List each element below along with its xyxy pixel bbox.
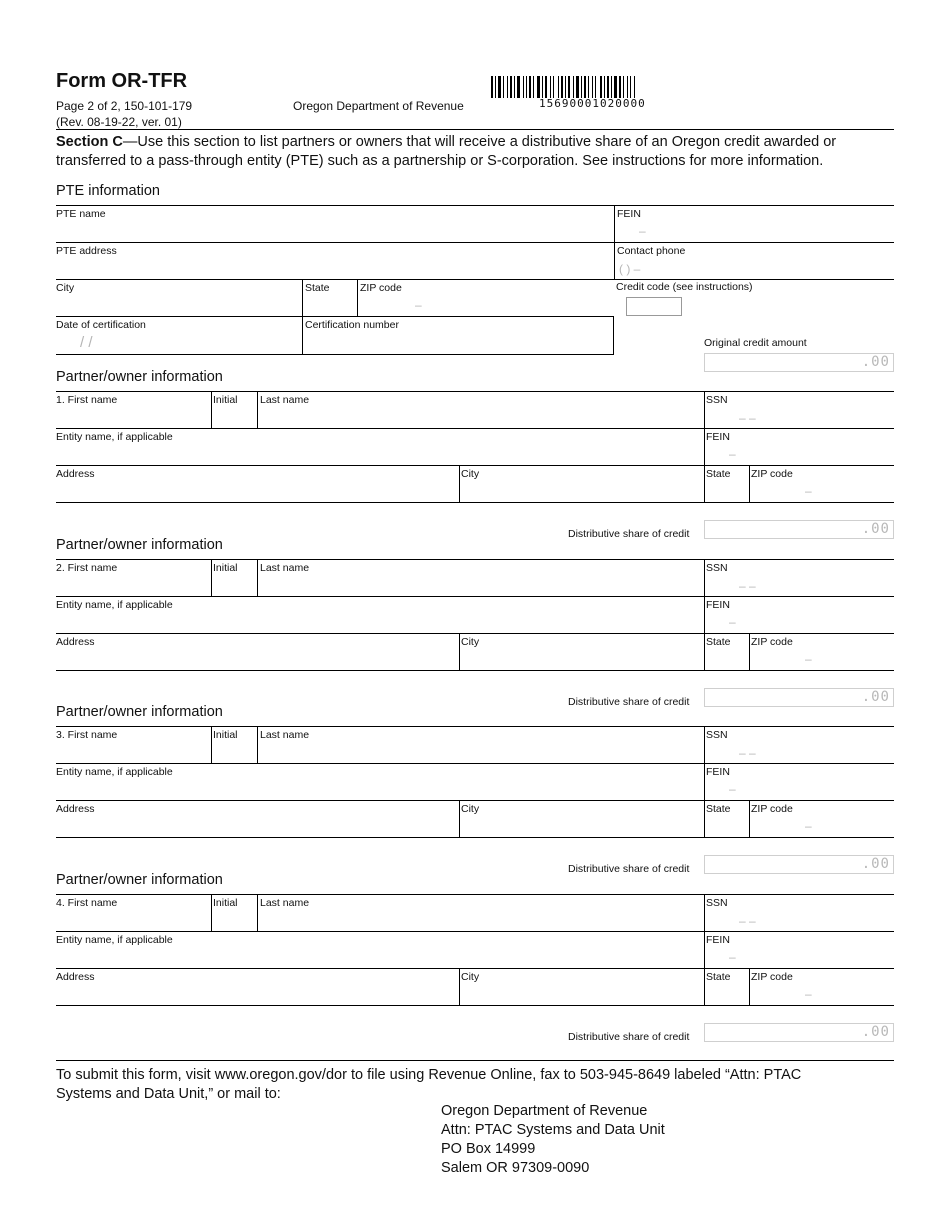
original-amount-input[interactable]: [704, 353, 894, 372]
distributive-share-input[interactable]: [704, 855, 894, 874]
barcode-bar: [595, 76, 596, 98]
form-title: Form OR-TFR: [56, 70, 188, 92]
partner-grid-bottom: [56, 1005, 894, 1006]
state-field-label: State: [706, 803, 731, 815]
barcode-bar: [623, 76, 624, 98]
distributive-share-cents: .00: [861, 521, 890, 537]
barcode-bar: [517, 76, 520, 98]
fein-field[interactable]: [704, 931, 894, 968]
pte-state-label: State: [305, 282, 330, 294]
state-field[interactable]: [704, 465, 749, 502]
state-field[interactable]: [704, 633, 749, 670]
entity-name-field[interactable]: [56, 931, 704, 968]
barcode-bar: [565, 76, 566, 98]
pte-state-field[interactable]: [302, 279, 358, 316]
last-name-field[interactable]: [257, 726, 704, 763]
city-field[interactable]: [459, 968, 704, 1005]
fein-dash: –: [729, 447, 736, 461]
address-field-label: Address: [56, 803, 95, 815]
state-field[interactable]: [704, 968, 749, 1005]
barcode-bar: [491, 76, 493, 98]
department-name: Oregon Department of Revenue: [293, 99, 464, 113]
barcode-bar: [619, 76, 621, 98]
pte-zip-label: ZIP code: [360, 282, 402, 294]
city-field[interactable]: [459, 465, 704, 502]
last-name-field[interactable]: [257, 894, 704, 931]
barcode-bar: [510, 76, 512, 98]
first-name-field[interactable]: [56, 894, 211, 931]
state-field-label: State: [706, 636, 731, 648]
barcode-bar: [503, 76, 504, 98]
barcode-bar: [614, 76, 617, 98]
pte-cert-number-label: Certification number: [305, 319, 399, 331]
barcode-bar: [507, 76, 508, 98]
zip-field-label: ZIP code: [751, 971, 793, 983]
distributive-share-cents: .00: [861, 1024, 890, 1040]
partner-grid-bottom: [56, 670, 894, 671]
barcode-bar: [634, 76, 635, 98]
state-field-label: State: [706, 971, 731, 983]
barcode-bar: [545, 76, 547, 98]
first-name-field-label: 4. First name: [56, 897, 118, 909]
city-field-label: City: [461, 636, 480, 648]
zip-field[interactable]: [749, 633, 894, 670]
barcode-bar: [627, 76, 628, 98]
initial-field[interactable]: [211, 559, 258, 596]
distributive-share-label: Distributive share of credit: [568, 863, 690, 875]
pte-address-label: PTE address: [56, 245, 117, 257]
pte-heading: PTE information: [56, 183, 160, 199]
entity-name-field-label: Entity name, if applicable: [56, 766, 173, 778]
zip-field-label: ZIP code: [751, 636, 793, 648]
entity-name-field[interactable]: [56, 596, 704, 633]
barcode-bar: [550, 76, 551, 98]
ssn-field-label: SSN: [706, 394, 728, 406]
zip-dash: –: [805, 484, 812, 498]
barcode: [491, 76, 703, 98]
date-placeholder: / /: [80, 334, 93, 351]
fein-field-label: FEIN: [706, 599, 730, 611]
last-name-field-label: Last name: [260, 729, 310, 741]
credit-code-input[interactable]: [626, 297, 682, 316]
zip-dash: –: [415, 298, 422, 312]
barcode-bar: [523, 76, 524, 98]
address-field[interactable]: [56, 633, 459, 670]
zip-field[interactable]: [749, 800, 894, 837]
address-line: Salem OR 97309-0090: [441, 1160, 590, 1176]
entity-name-field-label: Entity name, if applicable: [56, 599, 173, 611]
city-field-label: City: [461, 468, 480, 480]
city-field[interactable]: [459, 800, 704, 837]
pte-cert-number-field[interactable]: [302, 316, 614, 354]
address-field[interactable]: [56, 800, 459, 837]
credit-code-top-line: [614, 279, 894, 280]
initial-field[interactable]: [211, 894, 258, 931]
fein-field[interactable]: [704, 428, 894, 465]
partner-heading: Partner/owner information: [56, 704, 223, 720]
entity-name-field[interactable]: [56, 763, 704, 800]
address-line: Oregon Department of Revenue: [441, 1103, 648, 1119]
address-line: PO Box 14999: [441, 1141, 536, 1157]
barcode-bar: [576, 76, 579, 98]
partner-grid-bottom: [56, 837, 894, 838]
zip-dash: –: [805, 652, 812, 666]
pte-fein-label: FEIN: [617, 208, 641, 220]
initial-field-label: Initial: [213, 897, 238, 909]
pte-city-label: City: [56, 282, 75, 294]
entity-name-field-label: Entity name, if applicable: [56, 431, 173, 443]
pte-date-label: Date of certification: [56, 319, 146, 331]
last-name-field-label: Last name: [260, 897, 310, 909]
last-name-field[interactable]: [257, 559, 704, 596]
last-name-field-label: Last name: [260, 394, 310, 406]
ssn-field[interactable]: [704, 559, 894, 596]
pte-fein-field[interactable]: [614, 205, 894, 242]
pte-zip-field[interactable]: [357, 279, 614, 316]
distributive-share-label: Distributive share of credit: [568, 696, 690, 708]
ssn-field[interactable]: [704, 391, 894, 428]
ssn-placeholder: – –: [739, 579, 756, 593]
first-name-field[interactable]: [56, 726, 211, 763]
zip-dash: –: [805, 987, 812, 1001]
fein-field[interactable]: [704, 763, 894, 800]
section-c-intro: [56, 133, 901, 171]
initial-field[interactable]: [211, 391, 258, 428]
barcode-bar: [581, 76, 582, 98]
pte-address-field[interactable]: [56, 242, 614, 279]
barcode-bar: [561, 76, 563, 98]
address-field-label: Address: [56, 971, 95, 983]
ssn-field[interactable]: [704, 726, 894, 763]
initial-field-label: Initial: [213, 394, 238, 406]
barcode-number: 15690001020000: [539, 97, 646, 110]
address-field-label: Address: [56, 636, 95, 648]
fein-dash: –: [729, 950, 736, 964]
last-name-field[interactable]: [257, 391, 704, 428]
distributive-share-input[interactable]: [704, 688, 894, 707]
entity-name-field-label: Entity name, if applicable: [56, 934, 173, 946]
credit-code-label: Credit code (see instructions): [616, 281, 753, 293]
barcode-bar: [558, 76, 559, 98]
ssn-field-label: SSN: [706, 562, 728, 574]
barcode-bar: [568, 76, 570, 98]
city-field-label: City: [461, 803, 480, 815]
first-name-field-label: 3. First name: [56, 729, 118, 741]
pte-name-field[interactable]: [56, 205, 614, 242]
ssn-field[interactable]: [704, 894, 894, 931]
initial-field-label: Initial: [213, 562, 238, 574]
pte-phone-field[interactable]: [614, 242, 894, 279]
entity-name-field[interactable]: [56, 428, 704, 465]
barcode-bar: [529, 76, 531, 98]
address-field[interactable]: [56, 968, 459, 1005]
partner-heading: Partner/owner information: [56, 537, 223, 553]
barcode-bar: [584, 76, 586, 98]
barcode-bar: [526, 76, 527, 98]
barcode-bar: [533, 76, 534, 98]
barcode-bar: [498, 76, 501, 98]
first-name-field-label: 2. First name: [56, 562, 118, 574]
address-line: Attn: PTAC Systems and Data Unit: [441, 1122, 665, 1138]
initial-field-label: Initial: [213, 729, 238, 741]
pte-name-label: PTE name: [56, 208, 106, 220]
section-c-label: Section C: [56, 134, 123, 150]
barcode-bar: [514, 76, 515, 98]
barcode-bar: [630, 76, 631, 98]
partner-heading: Partner/owner information: [56, 369, 223, 385]
barcode-bar: [600, 76, 602, 98]
ssn-placeholder: – –: [739, 411, 756, 425]
barcode-bar: [604, 76, 605, 98]
state-field-label: State: [706, 468, 731, 480]
footer-divider: [56, 1060, 894, 1061]
address-field[interactable]: [56, 465, 459, 502]
first-name-field[interactable]: [56, 559, 211, 596]
last-name-field-label: Last name: [260, 562, 310, 574]
first-name-field[interactable]: [56, 391, 211, 428]
pte-phone-label: Contact phone: [617, 245, 686, 257]
city-field[interactable]: [459, 633, 704, 670]
city-field-label: City: [461, 971, 480, 983]
distributive-share-cents: .00: [861, 689, 890, 705]
fein-field-label: FEIN: [706, 431, 730, 443]
barcode-bar: [495, 76, 496, 98]
barcode-bar: [611, 76, 612, 98]
page-info: Page 2 of 2, 150-101-179: [56, 99, 193, 113]
fein-field-label: FEIN: [706, 766, 730, 778]
revision-info: (Rev. 08-19-22, ver. 01): [56, 115, 182, 129]
original-amount-label: Original credit amount: [704, 337, 807, 349]
section-c-text: —Use this section to list partners or owners that will receive a distributive share of an Oregon credit awarded or transferred to a pass-through entity (PTE) such as a partnership or S-corporation. See instructions for more information.: [56, 134, 837, 169]
barcode-bar: [542, 76, 543, 98]
address-field-label: Address: [56, 468, 95, 480]
submission-instructions: To submit this form, visit www.oregon.gov/dor to file using Revenue Online, fax to 503-945-8649 labeled “Attn: PTAC Systems and Data Unit,” or mail to:: [56, 1067, 802, 1102]
phone-placeholder: ( ) –: [619, 262, 641, 276]
distributive-share-input[interactable]: [704, 520, 894, 539]
fein-field[interactable]: [704, 596, 894, 633]
fein-dash: –: [729, 782, 736, 796]
distributive-share-input[interactable]: [704, 1023, 894, 1042]
zip-field[interactable]: [749, 465, 894, 502]
partner-grid-bottom: [56, 502, 894, 503]
original-amount-cents: .00: [861, 354, 890, 370]
distributive-share-label: Distributive share of credit: [568, 528, 690, 540]
pte-grid-bottom: [56, 354, 614, 355]
pte-city-field[interactable]: [56, 279, 302, 316]
barcode-bar: [588, 76, 589, 98]
barcode-bar: [573, 76, 574, 98]
zip-field-label: ZIP code: [751, 803, 793, 815]
state-field[interactable]: [704, 800, 749, 837]
ssn-placeholder: – –: [739, 746, 756, 760]
distributive-share-label: Distributive share of credit: [568, 1031, 690, 1043]
barcode-bar: [592, 76, 593, 98]
zip-field-label: ZIP code: [751, 468, 793, 480]
distributive-share-cents: .00: [861, 856, 890, 872]
barcode-bar: [537, 76, 540, 98]
barcode-bar: [553, 76, 554, 98]
mailing-address: [441, 1102, 665, 1178]
header-divider: [56, 129, 894, 130]
zip-dash: –: [805, 819, 812, 833]
barcode-bar: [607, 76, 609, 98]
pte-date-field[interactable]: [56, 316, 302, 354]
ssn-placeholder: – –: [739, 914, 756, 928]
fein-dash: –: [729, 615, 736, 629]
fein-dash: –: [639, 224, 646, 238]
zip-field[interactable]: [749, 968, 894, 1005]
initial-field[interactable]: [211, 726, 258, 763]
partner-heading: Partner/owner information: [56, 872, 223, 888]
ssn-field-label: SSN: [706, 897, 728, 909]
ssn-field-label: SSN: [706, 729, 728, 741]
fein-field-label: FEIN: [706, 934, 730, 946]
first-name-field-label: 1. First name: [56, 394, 118, 406]
